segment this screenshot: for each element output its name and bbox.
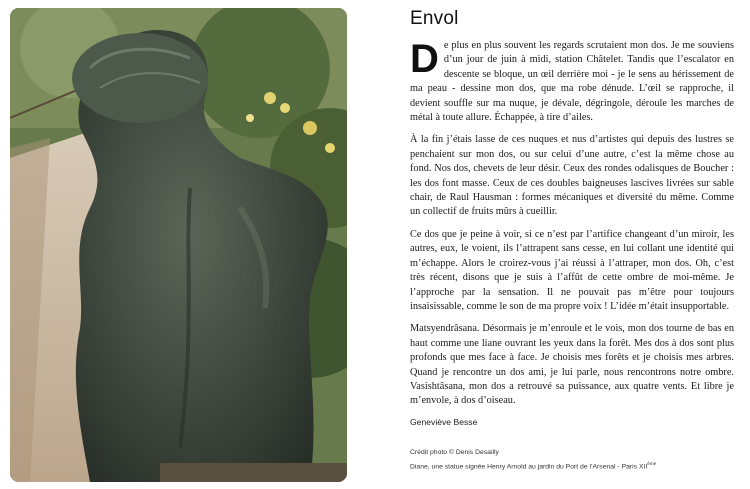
- photo-credits: [410, 447, 740, 472]
- paragraph-1: [410, 39, 734, 125]
- photo-caption-sup: ème: [647, 461, 657, 466]
- statue-photo: [10, 8, 347, 482]
- paragraph-4: Matsyendrâsana. Désormais je m’enroule et le vois, mon dos tourne de bas en haut comme une liane ouvrant les yeux dans la forêt. Mes dos à dos sont plus profonds que mes face à face. Je choisis mes forêts et je choisis mes arbres. Quand je rencontre un dos ami, je lui parle, nous rencontrons notre ombre. Vasishtâsana, mon dos a retrouvé sa puissance, aux quatre vents. Et libre je m’envole, à dos d’oiseau.: [410, 323, 734, 407]
- article-title: Envol: [410, 8, 459, 29]
- statue-photo-image: [10, 8, 347, 482]
- paragraph-1-text: e plus en plus souvent les regards scrutaient mon dos. Je me souviens d’un jour de juin à midi, station Châtelet. Tandis que l’escalator en descente se bloque, un œil derrière moi - je le sens au hérissement de ma peau - dessine mon dos, que ma robe dénude. L’œil se rapproche, il devient souffle sur ma nuque, je dévale, dégringole, déroule les marches de métal à toute allure. Échappée, à tire d’ailes.: [410, 40, 734, 124]
- photo-caption: [410, 458, 740, 472]
- photo-credit-line: Crédit photo © Denis Desailly: [410, 449, 499, 456]
- paragraph-3: Ce dos que je peine à voir, si ce n’est par l’artifice changeant d’un miroir, les autres, eux, le voient, ils l’attrapent sans cesse, en lui collant une identité qui m’échappe. Alors le croirez-vous j’ai réussi à l’attraper, mon dos. Oh, c’est très récent, disons que je suis à l’affût de cette ombre de moi-même. Je l’approche par la sensation. Il ne pouvait pas m’être pour toujours insaisissable, comme le son de ma propre voix ! L’idée m’était insupportable.: [410, 228, 734, 312]
- author-name: Geneviève Besse: [410, 416, 478, 427]
- drop-cap: D: [410, 37, 439, 81]
- article: [410, 8, 734, 427]
- photo-caption-text: Diane, une statue signée Henry Arnold au jardin du Port de l’Arsenal - Paris XII: [410, 463, 648, 471]
- paragraph-2: À la fin j’étais lasse de ces nuques et nus d’artistes qui depuis des lustres se penchaient sur mon dos, ou sur celui d’une autre, c’est la même chose au fond. Nos dos, chevets de leur désir. Ceux des rondes odalisques de Boucher : les dos font masse. Ceux de ces doubles baigneuses lascives livrées sur sable chair, de Raul Hausman : formes mécaniques et diversité du même. Comme un collectif de fruits mûrs à cueillir.: [410, 134, 734, 218]
- article-body: [410, 39, 734, 409]
